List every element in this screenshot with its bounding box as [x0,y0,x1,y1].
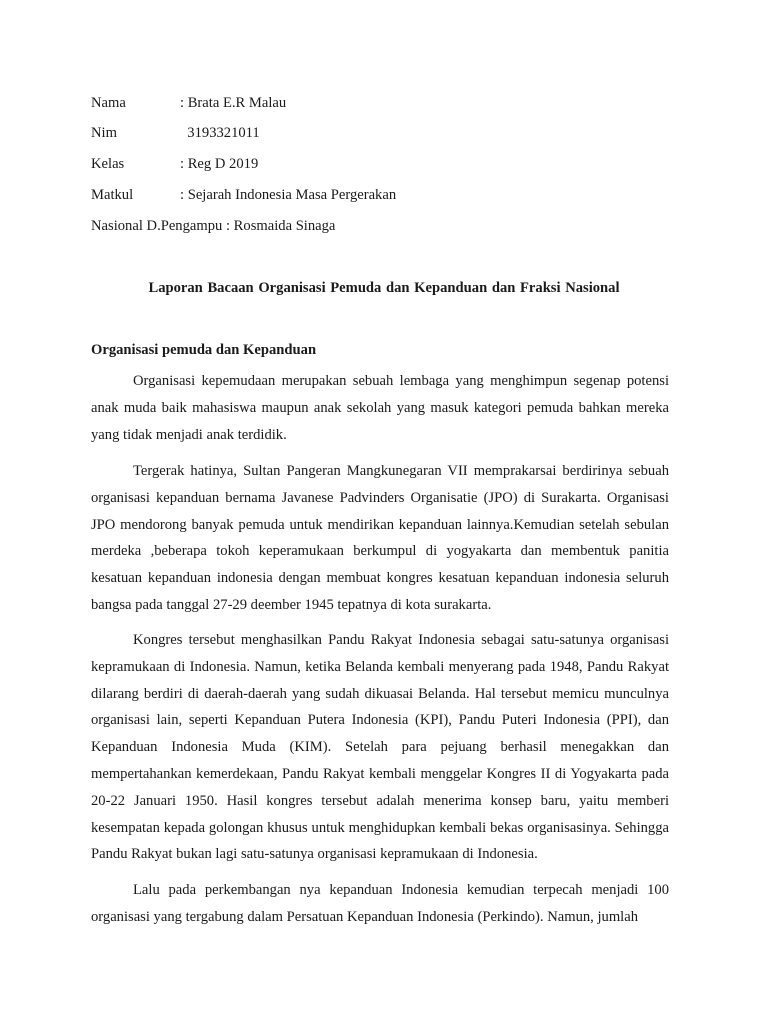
header-value: : Sejarah Indonesia Masa Pergerakan [180,187,397,203]
document-title: Laporan Bacaan Organisasi Pemuda dan Kepanduan dan Fraksi Nasional [148,280,620,296]
header-label: Kelas [91,156,125,172]
body-paragraph: Lalu pada perkembangan nya kepanduan Indonesia kemudian terpecah menjadi 100 organisasi yang tergabung dalam Persatuan Kepanduan Indonesia (Perkindo). Namun, jumlah [91,882,669,925]
header-value: : Brata E.R Malau [180,95,287,111]
header-value: : Reg D 2019 [180,156,259,172]
body-paragraph: Organisasi kepemudaan merupakan sebuah lembaga yang menghimpun segenap potensi anak muda baik mahasiswa maupun anak sekolah yang masuk kategori pemuda bahkan mereka yang tidak menjadi anak terdidik. [91,373,669,443]
header-label: Nama [91,95,126,111]
header-label: Nim [91,125,117,141]
header-value: 3193321011 [180,125,260,141]
header-label: Matkul [91,187,134,203]
section-heading: Organisasi pemuda dan Kepanduan [91,342,317,358]
body-paragraph: Tergerak hatinya, Sultan Pangeran Mangkunegaran VII memprakarsai berdirinya sebuah organisasi kepanduan bernama Javanese Padvinders Organisatie (JPO) di Surakarta. Organisasi JPO mendorong banyak pemuda untuk mendirikan kepanduan lainnya.Kemudian setelah sebulan merdeka ,beberapa tokoh keperamukaan berkumpul di yogyakarta dan membentuk panitia kesatuan kepanduan indonesia dengan membuat kongres kesatuan kepanduan indonesia seluruh bangsa pada tanggal 27-29 deember 1945 tepatnya di kota surakarta. [91,463,669,613]
body-paragraph: Kongres tersebut menghasilkan Pandu Rakyat Indonesia sebagai satu-satunya organisasi kepramukaan di Indonesia. Namun, ketika Belanda kembali menyerang pada 1948, Pandu Rakyat dilarang berdiri di daerah-daerah yang sudah dikuasai Belanda. Hal tersebut memicu munculnya organisasi lain, seperti Kepanduan Putera Indonesia (KPI), Pandu Puteri Indonesia (PPI), dan Kepanduan Indonesia Muda (KIM). Setelah para pejuang berhasil menegakkan dan mempertahankan kemerdekaan, Pandu Rakyat kembali menggelar Kongres II di Yogyakarta pada 20-22 Januari 1950. Hasil kongres tersebut adalah menerima konsep baru, yaitu memberi kesempatan kepada golongan khusus untuk menghidupkan kembali bekas organisasinya. Sehingga Pandu Rakyat bukan lagi satu-satunya organisasi kepramukaan di Indonesia. [91,632,669,863]
header-continuation-text: Nasional D.Pengampu : Rosmaida Sinaga [91,218,336,234]
